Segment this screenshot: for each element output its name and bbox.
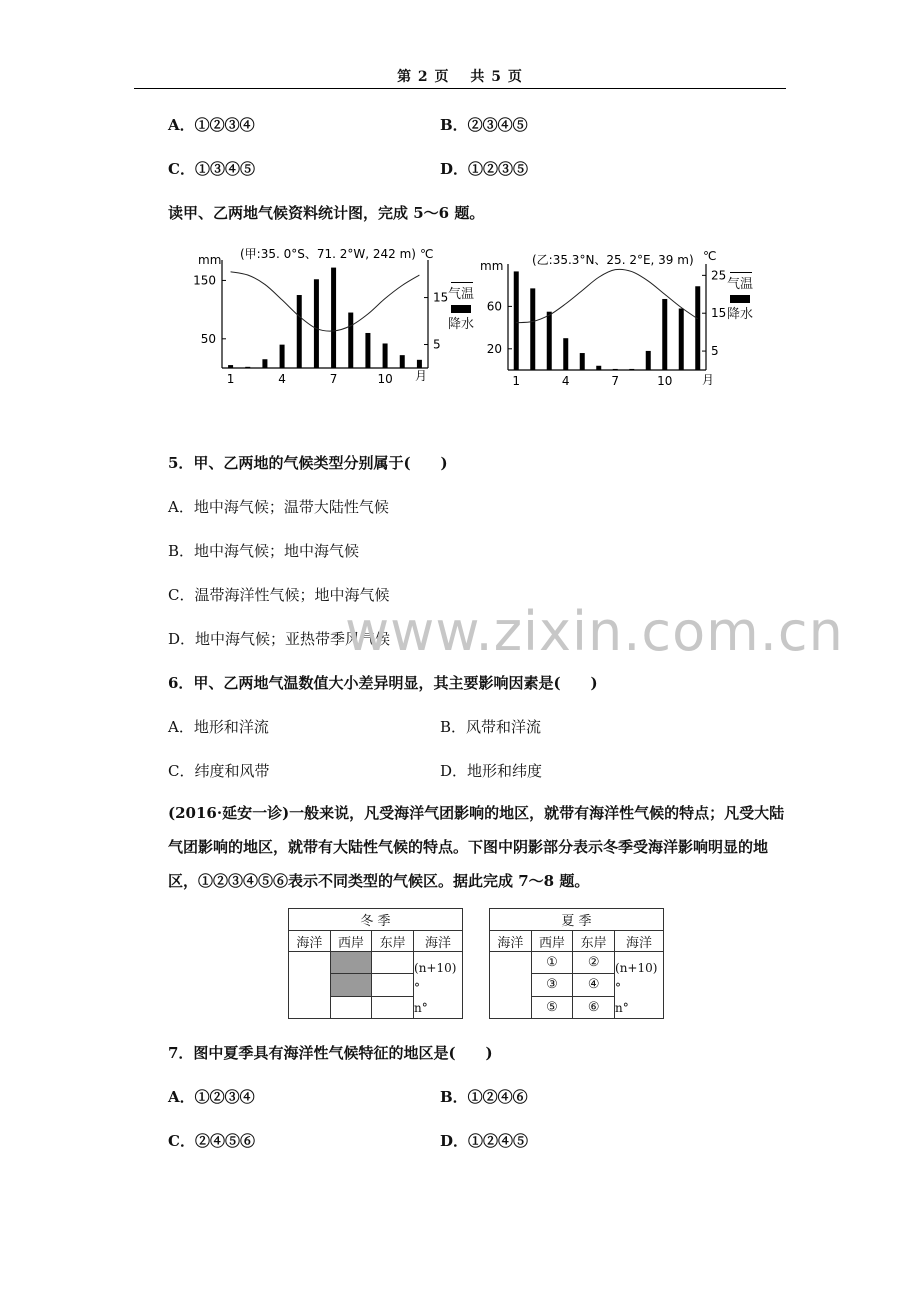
summer-cell-6: ⑥ xyxy=(573,996,615,1018)
q5-option-b: B．地中海气候；地中海气候 xyxy=(168,542,360,560)
summer-lat-high: (n+10)° xyxy=(615,961,658,995)
q5-stem: 5．甲、乙两地的气候类型分别属于( ) xyxy=(168,454,448,472)
yi-x-tick-label: 10 xyxy=(657,374,673,388)
yi-precip-bar xyxy=(646,351,651,370)
intro-text: 一般来说，凡受海洋气团影响的地区，就带有海洋性气候的特点；凡受大陆气团影响的地区，就带有大陆性气候的特点。下图中阴影部分表示冬季受海洋影响明显的地区，①②③④⑤⑥表示不同类型的气候区。据此完成 7～8 题。 xyxy=(168,804,785,890)
winter-latitude-cell xyxy=(414,952,463,1019)
yi-precip-bar xyxy=(514,271,519,370)
summer-col-ocean-e: 海洋 xyxy=(615,931,664,952)
intro-5-6: 读甲、乙两地气候资料统计图，完成 5～6 题。 xyxy=(168,204,485,222)
jia-precip-bar xyxy=(348,313,353,368)
summer-col-east-coast: 东岸 xyxy=(573,931,615,952)
header-rule xyxy=(134,88,786,89)
winter-col-ocean-e: 海洋 xyxy=(414,931,463,952)
summer-table xyxy=(489,908,664,1019)
summer-title: 夏 季 xyxy=(490,909,664,931)
q4-option-b: B．②③④⑤ xyxy=(440,116,528,134)
jia-precip-bar xyxy=(314,279,319,368)
legend-temp-label: 气温 xyxy=(448,287,475,302)
summer-col-ocean-w: 海洋 xyxy=(490,931,532,952)
jia-precip-bar xyxy=(400,355,405,368)
winter-col-east-coast: 东岸 xyxy=(372,931,414,952)
winter-title: 冬 季 xyxy=(289,909,463,931)
q6-option-d: D．地形和纬度 xyxy=(440,762,543,780)
q4-option-a: A．①②③④ xyxy=(168,116,255,134)
legend-bar-icon xyxy=(451,305,471,313)
yi-precip-bar xyxy=(695,286,700,370)
jia-precip-bar xyxy=(297,295,302,368)
yi-precip-bar xyxy=(563,338,568,370)
yi-left-tick-label: 20 xyxy=(486,341,502,356)
jia-precip-bar xyxy=(228,365,233,368)
yi-precip-bar xyxy=(580,353,585,370)
q5-option-c: C．温带海洋性气候；地中海气候 xyxy=(168,586,390,604)
jia-precip-bar xyxy=(280,345,285,368)
summer-cell-2: ② xyxy=(573,952,615,974)
jia-right-tick-label: 15 xyxy=(433,290,449,305)
winter-table xyxy=(288,908,463,1019)
jia-precip-bar xyxy=(331,268,336,368)
legend-temp-label: 气温 xyxy=(727,277,754,292)
summer-cell-4: ④ xyxy=(573,974,615,996)
intro-source: (2016·延安一诊) xyxy=(168,804,290,822)
yi-precip-bar xyxy=(596,366,601,370)
summer-ocean-w-cell xyxy=(490,952,532,1019)
summer-cell-3: ③ xyxy=(531,974,573,996)
q7-option-b: B．①②④⑥ xyxy=(440,1088,528,1106)
winter-cell xyxy=(372,974,414,996)
chart-yi-celsius-unit: ℃ xyxy=(703,249,717,263)
winter-lat-high: (n+10)° xyxy=(414,961,457,995)
jia-temperature-line xyxy=(231,272,420,331)
q7-option-d: D．①②④⑤ xyxy=(440,1132,529,1150)
winter-col-west-coast: 西岸 xyxy=(330,931,372,952)
yi-x-tick-label: 4 xyxy=(561,374,570,388)
jia-precip-bar xyxy=(262,359,267,368)
jia-x-tick-label: 10 xyxy=(377,372,393,386)
legend-yi xyxy=(727,272,767,322)
jia-precip-bar xyxy=(245,367,250,368)
jia-x-tick-label: 1 xyxy=(226,372,235,386)
yi-precip-bar xyxy=(629,369,634,370)
chart-jia-celsius-unit: ℃ xyxy=(420,247,434,261)
chart-jia-title: (甲:35. 0°S、71. 2°W, 242 m) xyxy=(240,247,416,261)
winter-cell xyxy=(372,952,414,974)
jia-left-tick-label: 50 xyxy=(200,331,216,346)
summer-col-west-coast: 西岸 xyxy=(531,931,573,952)
climate-chart-yi xyxy=(478,240,730,390)
yi-right-tick-label: 15 xyxy=(711,306,727,321)
q7-option-c: C．②④⑤⑥ xyxy=(168,1132,255,1150)
jia-x-tick-label: 7 xyxy=(329,372,338,386)
chart-yi-month-unit: 月 xyxy=(702,373,715,387)
yi-precip-bar xyxy=(547,312,552,370)
winter-shaded-cell xyxy=(330,952,372,974)
yi-temperature-line xyxy=(516,269,698,322)
summer-cell-5: ⑤ xyxy=(531,996,573,1018)
yi-precip-bar xyxy=(662,299,667,370)
summer-latitude-cell xyxy=(615,952,664,1019)
climate-chart-jia xyxy=(192,240,482,390)
yi-right-tick-label: 5 xyxy=(711,344,719,359)
jia-precip-bar xyxy=(365,333,370,368)
yi-right-tick-label: 25 xyxy=(711,268,727,283)
winter-shaded-cell xyxy=(330,974,372,996)
intro-7-8 xyxy=(168,796,786,898)
q6-stem: 6．甲、乙两地气温数值大小差异明显，其主要影响因素是( ) xyxy=(168,674,598,692)
summer-lat-low: n° xyxy=(615,1001,629,1015)
yi-precip-bar xyxy=(679,309,684,370)
winter-cell xyxy=(330,996,372,1018)
watermark: www.zixin.com.cn xyxy=(345,600,844,663)
jia-precip-bar xyxy=(417,360,422,368)
q4-option-c: C．①③④⑤ xyxy=(168,160,255,178)
legend-bar-icon xyxy=(730,295,750,303)
winter-cell xyxy=(372,996,414,1018)
jia-x-tick-label: 4 xyxy=(278,372,286,386)
q5-option-d: D．地中海气候；亚热带季风气候 xyxy=(168,630,391,648)
yi-left-tick-label: 60 xyxy=(486,299,502,314)
q7-stem: 7．图中夏季具有海洋性气候特征的地区是( ) xyxy=(168,1044,493,1062)
chart-jia-month-unit: 月 xyxy=(415,369,428,383)
jia-right-tick-label: 5 xyxy=(433,337,441,352)
jia-precip-bar xyxy=(383,343,388,368)
yi-precip-bar xyxy=(530,288,535,370)
chart-jia-mm-unit: mm xyxy=(198,253,222,267)
winter-lat-low: n° xyxy=(414,1001,428,1015)
winter-col-ocean-w: 海洋 xyxy=(289,931,331,952)
yi-precip-bar xyxy=(613,369,618,370)
page-header: 第 2 页 共 5 页 xyxy=(397,69,523,85)
winter-ocean-w-cell xyxy=(289,952,331,1019)
legend-precip-label: 降水 xyxy=(727,307,754,322)
q6-option-c: C．纬度和风带 xyxy=(168,762,270,780)
q7-option-a: A．①②③④ xyxy=(168,1088,255,1106)
q6-option-b: B．风带和洋流 xyxy=(440,718,542,736)
summer-cell-1: ① xyxy=(531,952,573,974)
yi-x-tick-label: 7 xyxy=(611,374,620,388)
jia-left-tick-label: 150 xyxy=(193,273,216,288)
q6-option-a: A．地形和洋流 xyxy=(168,718,269,736)
q4-option-d: D．①②③⑤ xyxy=(440,160,529,178)
q5-option-a: A．地中海气候；温带大陆性气候 xyxy=(168,498,389,516)
yi-x-tick-label: 1 xyxy=(512,374,521,388)
chart-yi-title: (乙:35.3°N、25. 2°E, 39 m) xyxy=(532,253,694,267)
chart-yi-mm-unit: mm xyxy=(480,259,504,273)
legend-precip-label: 降水 xyxy=(448,317,475,332)
